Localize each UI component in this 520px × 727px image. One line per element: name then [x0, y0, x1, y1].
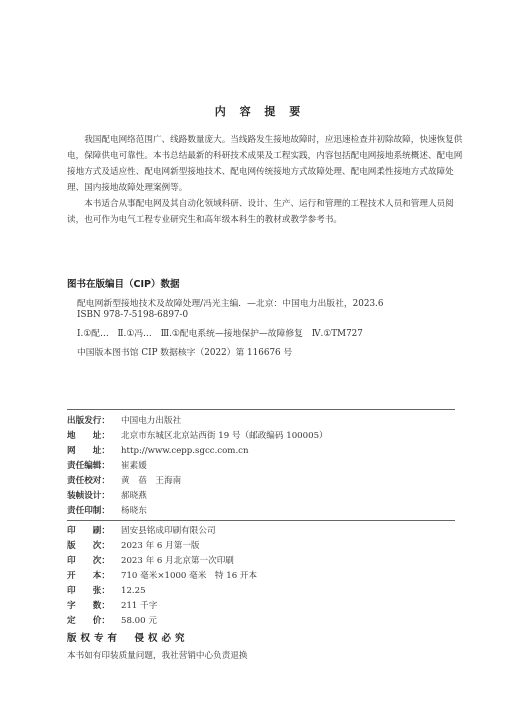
pub-value: 固安县铭成印刷有限公司: [121, 526, 216, 536]
pub-label: 印 张：: [67, 586, 110, 596]
pub-label: 装帧设计：: [67, 491, 110, 501]
pub-row-edition: [67, 539, 200, 551]
pub-row-editor: [67, 459, 147, 471]
pub-label: 开 本：: [67, 571, 110, 581]
pub-value: 12.25: [121, 586, 146, 596]
pub-value: 710 毫米×1000 毫米 特 16 开本: [121, 571, 258, 581]
pub-row-printing-supervisor: [67, 504, 147, 516]
pub-row-proofreader: [67, 474, 181, 486]
pub-value: 211 千字: [121, 601, 158, 611]
rights-title: 版权专有 侵权必究: [67, 633, 189, 644]
pub-label: 责任印制：: [67, 506, 110, 516]
pub-label: 责任校对：: [67, 476, 110, 486]
pub-label: 定 价：: [67, 616, 110, 626]
pub-label: 版 次：: [67, 541, 110, 551]
pub-row-word-count: [67, 599, 157, 611]
pub-row-price: [67, 614, 157, 626]
summary-body: [67, 132, 463, 228]
pub-label: 地 址：: [67, 431, 110, 441]
cip-line-record: 中国版本图书馆 CIP 数据核字（2022）第 116676 号: [77, 348, 293, 358]
cip-title: 图书在版编目（CIP）数据: [67, 279, 180, 290]
pub-value: 杨晓东: [121, 506, 147, 516]
summary-title: 内 容 提 要: [214, 105, 306, 118]
pub-label: 字 数：: [67, 601, 110, 611]
pub-value: 中国电力出版社: [121, 416, 182, 426]
pub-value: 崔素媛: [121, 461, 147, 471]
pub-row-designer: [67, 489, 147, 501]
pub-value: 2023 年 6 月北京第一次印刷: [121, 556, 234, 566]
pub-value: 2023 年 6 月第一版: [121, 541, 200, 551]
rights-text: 本书如有印装质量问题，我社营销中心负责退换: [67, 651, 248, 661]
pub-label: 网 址：: [67, 446, 110, 456]
pub-row-address: [67, 429, 328, 441]
pub-value: 郝晓燕: [121, 491, 147, 501]
divider-rule: [67, 520, 455, 521]
cip-line-isbn: ISBN 978-7-5198-6897-0: [77, 310, 189, 320]
pub-row-format: [67, 569, 257, 581]
pub-value: http://www.cepp.sgcc.com.cn: [121, 446, 249, 456]
pub-row-impression: [67, 554, 234, 566]
pub-label: 出版发行：: [67, 416, 110, 426]
pub-label: 印 刷：: [67, 526, 110, 536]
summary-paragraph: 本书适合从事配电网及其自动化领域科研、设计、生产、运行和管理的工程技术人员和管理人员阅读，也可作为电气工程专业研究生和高年级本科生的教材或教学参考书。: [67, 199, 454, 225]
cip-line-title: 配电网新型接地技术及故障处理/冯光主编．—北京：中国电力出版社，2023.6: [77, 299, 384, 309]
pub-row-printer: [67, 524, 216, 536]
pub-value: 58.00 元: [121, 616, 157, 626]
divider-rule: [67, 409, 455, 410]
summary-paragraph: 我国配电网络范围广、线路数量庞大。当线路发生接地故障时，应迅速检查并初除故障，快速恢复供电，保障供电可靠性。本书总结最新的科研技术成果及工程实践，内容包括配电网接地系统概述、配电网接地方式及适应性、配电网新型接地技术、配电网传统接地方式故障处理、配电网柔性接地方式故障处理、国内接地故障处理案例等。: [67, 135, 463, 193]
cip-line-classification: Ⅰ.①配… Ⅱ.①冯… Ⅲ.①配电系统—接地保护—故障修复 Ⅳ.①TM727: [77, 329, 363, 339]
pub-value: 北京市东城区北京站西街 19 号（邮政编码 100005）: [121, 431, 328, 441]
pub-label: 责任编辑：: [67, 461, 110, 471]
pub-row-website: [67, 444, 249, 456]
pub-row-publisher: [67, 414, 181, 426]
pub-row-sheets: [67, 584, 146, 596]
pub-label: 印 次：: [67, 556, 110, 566]
pub-value: 黄 蓓 王海南: [121, 476, 182, 486]
